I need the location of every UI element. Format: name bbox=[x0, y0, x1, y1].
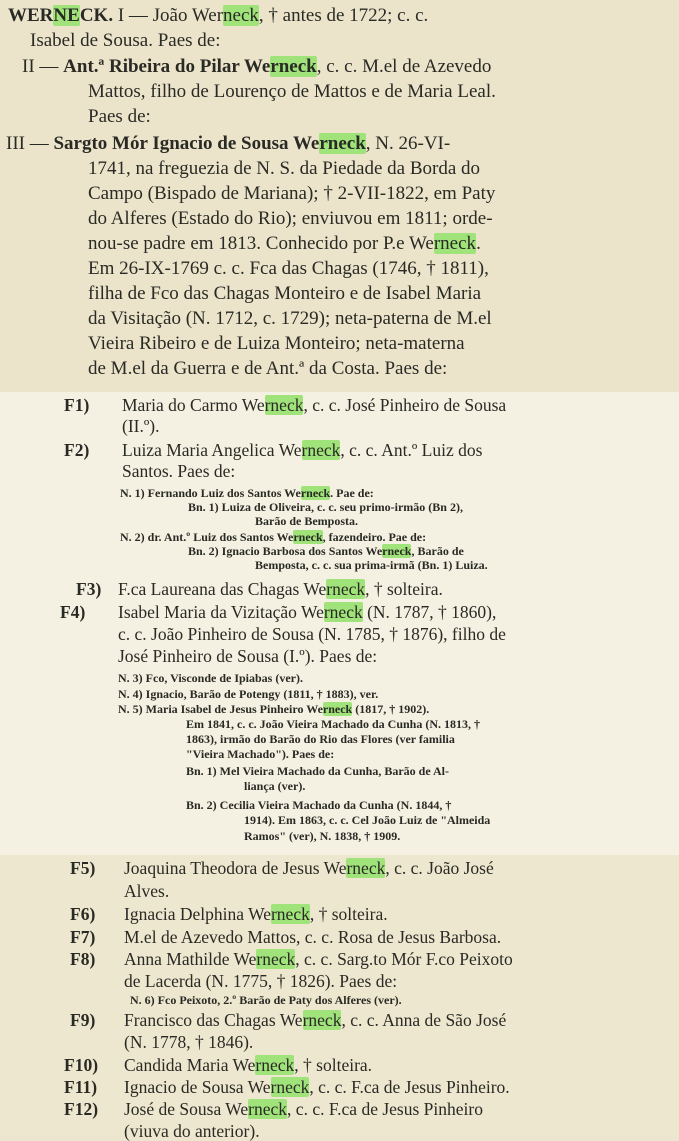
text-segment: , c. c. José Pinheiro de Sousa bbox=[303, 395, 507, 415]
text-segment: José Pinheiro de Sousa (I.º). Paes de: bbox=[118, 646, 378, 666]
text-line bbox=[124, 1057, 372, 1075]
text-segment: (N. 1787, † 1860), bbox=[362, 602, 497, 622]
text-segment: Ignacia Delphina We bbox=[124, 904, 271, 924]
text-line bbox=[118, 648, 377, 666]
text-segment: , fazendeiro. Pae de: bbox=[322, 530, 427, 544]
text-line bbox=[118, 688, 378, 700]
text-segment: (N. 1778, † 1846). bbox=[124, 1032, 254, 1052]
text-segment: , c. c. Anna de São José bbox=[341, 1010, 507, 1030]
text-line bbox=[70, 929, 95, 947]
text-segment: M.el de Azevedo Mattos, c. c. Rosa de Jesus Barbosa. bbox=[124, 927, 502, 947]
search-highlight: rneck bbox=[346, 858, 386, 878]
text-segment: , † antes de 1722; c. c. bbox=[258, 5, 429, 26]
text-segment: Candida Maria We bbox=[124, 1055, 256, 1075]
text-segment: N. 6) Fco Peixoto, 2.º Barão de Paty dos Alferes (ver). bbox=[130, 993, 402, 1007]
text-line bbox=[244, 814, 490, 826]
text-line bbox=[124, 973, 397, 991]
text-segment: 1863), irmão do Barão do Rio das Flores (ver familia bbox=[186, 732, 455, 746]
text-segment: N. 5) Maria Isabel de Jesus Pinheiro We bbox=[118, 702, 323, 716]
text-line bbox=[124, 1079, 510, 1097]
text-line bbox=[124, 906, 388, 924]
text-line bbox=[88, 259, 489, 278]
search-highlight: rneck bbox=[293, 530, 323, 544]
text-segment: Em 1841, c. c. João Vieira Machado da Cunha (N. 1813, † bbox=[186, 717, 480, 731]
text-line bbox=[76, 581, 101, 599]
search-highlight: rneck bbox=[248, 1099, 288, 1119]
text-segment: I — João bbox=[113, 5, 192, 26]
text-segment: N. 3) Fco, Visconde de Ipiabas (ver). bbox=[118, 671, 303, 685]
search-highlight: rneck bbox=[270, 1077, 310, 1097]
text-line bbox=[22, 57, 491, 76]
text-line bbox=[122, 397, 506, 415]
text-line bbox=[70, 860, 95, 878]
search-highlight: NE bbox=[53, 5, 80, 26]
text-segment: Ignacio de Sousa We bbox=[124, 1077, 271, 1097]
text-line bbox=[6, 134, 450, 153]
text-segment: "Vieira Machado"). Paes de: bbox=[186, 747, 335, 761]
search-highlight: rneck bbox=[270, 904, 310, 924]
text-segment: 1914). Em 1863, c. c. Cel João Luiz de "Almeida bbox=[244, 813, 491, 827]
text-line bbox=[244, 830, 400, 842]
text-segment: , N. 26-VI- bbox=[365, 133, 451, 154]
text-segment: N. 4) Ignacio, Barão de Potengy (1811, † 1883), ver. bbox=[118, 687, 379, 701]
text-line bbox=[124, 860, 494, 878]
text-line bbox=[118, 626, 506, 644]
text-line bbox=[124, 1034, 253, 1052]
text-line bbox=[188, 545, 464, 557]
text-segment: do Alferes (Estado do Rio); enviuvou em 1811; orde- bbox=[88, 208, 493, 229]
text-line bbox=[124, 951, 513, 969]
text-segment: F5) bbox=[70, 858, 96, 878]
text-segment: Francisco das Chagas We bbox=[124, 1010, 303, 1030]
search-highlight: rneck bbox=[433, 233, 477, 254]
text-segment: F6) bbox=[70, 904, 96, 924]
text-line bbox=[88, 159, 480, 178]
text-segment: (1817, † 1902). bbox=[352, 702, 430, 716]
text-segment: Isabel Maria da Vizitação We bbox=[118, 602, 324, 622]
text-segment: c. c. João Pinheiro de Sousa (N. 1785, † 1876), filho de bbox=[118, 624, 506, 644]
text-segment: Mattos, filho de Lourenço de Mattos e de Maria Leal. bbox=[88, 81, 496, 102]
text-line bbox=[186, 718, 480, 730]
text-segment: Maria do Carmo We bbox=[122, 395, 265, 415]
search-highlight: rneck bbox=[255, 1055, 295, 1075]
text-segment: Ant.ª Ribeira do Pilar We bbox=[63, 56, 271, 77]
search-highlight: rneck bbox=[302, 1010, 342, 1030]
text-line bbox=[255, 559, 488, 571]
text-line bbox=[188, 501, 463, 513]
text-line bbox=[64, 397, 89, 415]
text-segment: Campo (Bispado de Mariana); † 2-VII-1822, em Paty bbox=[88, 183, 496, 204]
text-line bbox=[88, 359, 447, 378]
search-highlight: rneck bbox=[270, 56, 317, 77]
text-segment: . Pae de: bbox=[330, 486, 374, 500]
search-highlight: rneck bbox=[300, 486, 331, 500]
text-line bbox=[244, 780, 305, 792]
search-highlight: rneck bbox=[301, 440, 341, 460]
text-line bbox=[186, 799, 451, 811]
text-line bbox=[120, 487, 374, 499]
text-line bbox=[30, 31, 220, 50]
text-segment: Alves. bbox=[124, 881, 170, 901]
text-line bbox=[70, 906, 95, 924]
text-line bbox=[64, 442, 89, 460]
text-segment: Em 26-IX-1769 c. c. Fca das Chagas (1746, † 1811), bbox=[88, 258, 489, 279]
text-segment: II — bbox=[22, 56, 64, 77]
text-line bbox=[122, 442, 482, 460]
text-segment: Bn. 2) Ignacio Barbosa dos Santos We bbox=[188, 544, 383, 558]
text-segment: F8) bbox=[70, 949, 96, 969]
search-highlight: rneck bbox=[256, 949, 296, 969]
text-line bbox=[186, 733, 455, 745]
text-segment: Santos. Paes de: bbox=[122, 461, 236, 481]
text-line bbox=[120, 531, 426, 543]
text-segment: de Lacerda (N. 1775, † 1826). Paes de: bbox=[124, 971, 398, 991]
text-segment: , † solteira. bbox=[309, 904, 388, 924]
text-segment: , c. c. Sarg.to Mór F.co Peixoto bbox=[295, 949, 513, 969]
text-line bbox=[124, 1123, 260, 1141]
text-line bbox=[122, 418, 160, 436]
text-segment: nou-se padre em 1813. Conhecido por P.e We bbox=[88, 233, 434, 254]
text-segment: , c. c. F.ca de Jesus Pinheiro bbox=[287, 1099, 483, 1119]
text-line bbox=[88, 82, 496, 101]
text-line bbox=[88, 107, 151, 126]
text-segment: Paes de: bbox=[88, 106, 151, 127]
text-segment: , Barão de bbox=[411, 544, 464, 558]
text-segment: Bn. 1) Mel Vieira Machado da Cunha, Barão de Al- bbox=[186, 764, 450, 778]
text-line bbox=[88, 234, 481, 253]
text-segment: F1) bbox=[64, 395, 90, 415]
text-segment: Bemposta, c. c. sua prima-irmã (Bn. 1) Luiza. bbox=[255, 558, 488, 572]
text-line bbox=[124, 929, 501, 947]
text-segment: F7) bbox=[70, 927, 96, 947]
text-segment: N. 1) Fernando Luiz dos Santos We bbox=[120, 486, 301, 500]
text-segment: N. 2) dr. Ant.º Luiz dos Santos We bbox=[120, 530, 294, 544]
text-line bbox=[124, 883, 169, 901]
text-line bbox=[88, 284, 481, 303]
text-segment: , † solteira. bbox=[294, 1055, 373, 1075]
text-segment: III — bbox=[6, 133, 54, 154]
text-segment: Isabel de Sousa. Paes de: bbox=[30, 30, 221, 51]
text-line bbox=[118, 703, 429, 715]
text-segment: , † solteira. bbox=[365, 579, 443, 599]
text-line bbox=[130, 994, 402, 1006]
text-segment: . bbox=[476, 233, 481, 254]
text-line bbox=[118, 581, 443, 599]
text-line bbox=[124, 1101, 483, 1119]
text-segment: F.ca Laureana das Chagas We bbox=[118, 579, 327, 599]
text-segment: filha de Fco das Chagas Monteiro e de Isabel Maria bbox=[88, 283, 482, 304]
text-segment: WER bbox=[8, 5, 54, 26]
text-line bbox=[88, 309, 492, 328]
text-segment: de M.el da Guerra e de Ant.ª da Costa. Paes de: bbox=[88, 358, 448, 379]
text-segment: (viuva do anterior). bbox=[124, 1121, 260, 1141]
text-line bbox=[8, 6, 428, 25]
text-segment: Barão de Bemposta. bbox=[255, 514, 358, 528]
text-segment: , c. c. F.ca de Jesus Pinheiro. bbox=[309, 1077, 510, 1097]
text-line bbox=[118, 672, 303, 684]
text-line bbox=[64, 1079, 97, 1097]
text-segment: F4) bbox=[60, 602, 86, 622]
text-segment: Sargto Mór Ignacio de Sousa We bbox=[53, 133, 320, 154]
text-segment: F2) bbox=[64, 440, 90, 460]
text-segment: Bn. 1) Luiza de Oliveira, c. c. seu primo-irmão (Bn 2), bbox=[188, 500, 463, 514]
text-segment: , c. c. Ant.º Luiz dos bbox=[340, 440, 483, 460]
text-line bbox=[186, 748, 334, 760]
text-segment: Bn. 2) Cecilia Vieira Machado da Cunha (N. 1844, † bbox=[186, 798, 452, 812]
text-segment: , c. c. João José bbox=[385, 858, 494, 878]
text-line bbox=[122, 463, 235, 481]
text-segment: F9) bbox=[70, 1010, 96, 1030]
text-segment: Joaquina Theodora de Jesus We bbox=[124, 858, 347, 878]
text-line bbox=[64, 1057, 98, 1075]
search-highlight: rneck bbox=[382, 544, 412, 558]
search-highlight: rneck bbox=[326, 579, 366, 599]
search-highlight: rneck bbox=[319, 133, 366, 154]
search-highlight: rneck bbox=[264, 395, 304, 415]
search-highlight: neck bbox=[223, 5, 259, 26]
text-line bbox=[70, 1012, 95, 1030]
text-line bbox=[70, 951, 95, 969]
text-segment: F3) bbox=[76, 579, 102, 599]
text-segment: da Visitação (N. 1712, c. 1729); neta-paterna de M.el bbox=[88, 308, 492, 329]
text-segment: Anna Mathilde We bbox=[124, 949, 257, 969]
search-highlight: rneck bbox=[322, 702, 353, 716]
text-line bbox=[255, 515, 358, 527]
text-line bbox=[124, 1012, 506, 1030]
text-line bbox=[186, 765, 449, 777]
text-line bbox=[64, 1101, 98, 1119]
text-segment: Luiza Maria Angelica We bbox=[122, 440, 302, 460]
text-segment: F12) bbox=[64, 1099, 99, 1119]
text-segment: Ramos" (ver), N. 1838, † 1909. bbox=[244, 829, 401, 843]
search-highlight: rneck bbox=[323, 602, 363, 622]
text-line bbox=[88, 184, 495, 203]
text-line bbox=[60, 604, 85, 622]
text-line bbox=[88, 334, 465, 353]
text-segment: F10) bbox=[64, 1055, 99, 1075]
text-segment: CK. bbox=[79, 5, 114, 26]
text-segment: liança (ver). bbox=[244, 779, 306, 793]
text-segment: Vieira Ribeiro e de Luiza Monteiro; neta-materna bbox=[88, 333, 465, 354]
text-line bbox=[88, 209, 493, 228]
text-segment: (II.º). bbox=[122, 416, 160, 436]
text-segment: 1741, na freguezia de N. S. da Piedade da Borda do bbox=[88, 158, 481, 179]
text-segment: José de Sousa We bbox=[124, 1099, 249, 1119]
text-segment: F11) bbox=[64, 1077, 98, 1097]
text-line bbox=[118, 604, 496, 622]
text-segment: , c. c. M.el de Azevedo bbox=[316, 56, 492, 77]
text-segment: Wer bbox=[191, 5, 224, 26]
